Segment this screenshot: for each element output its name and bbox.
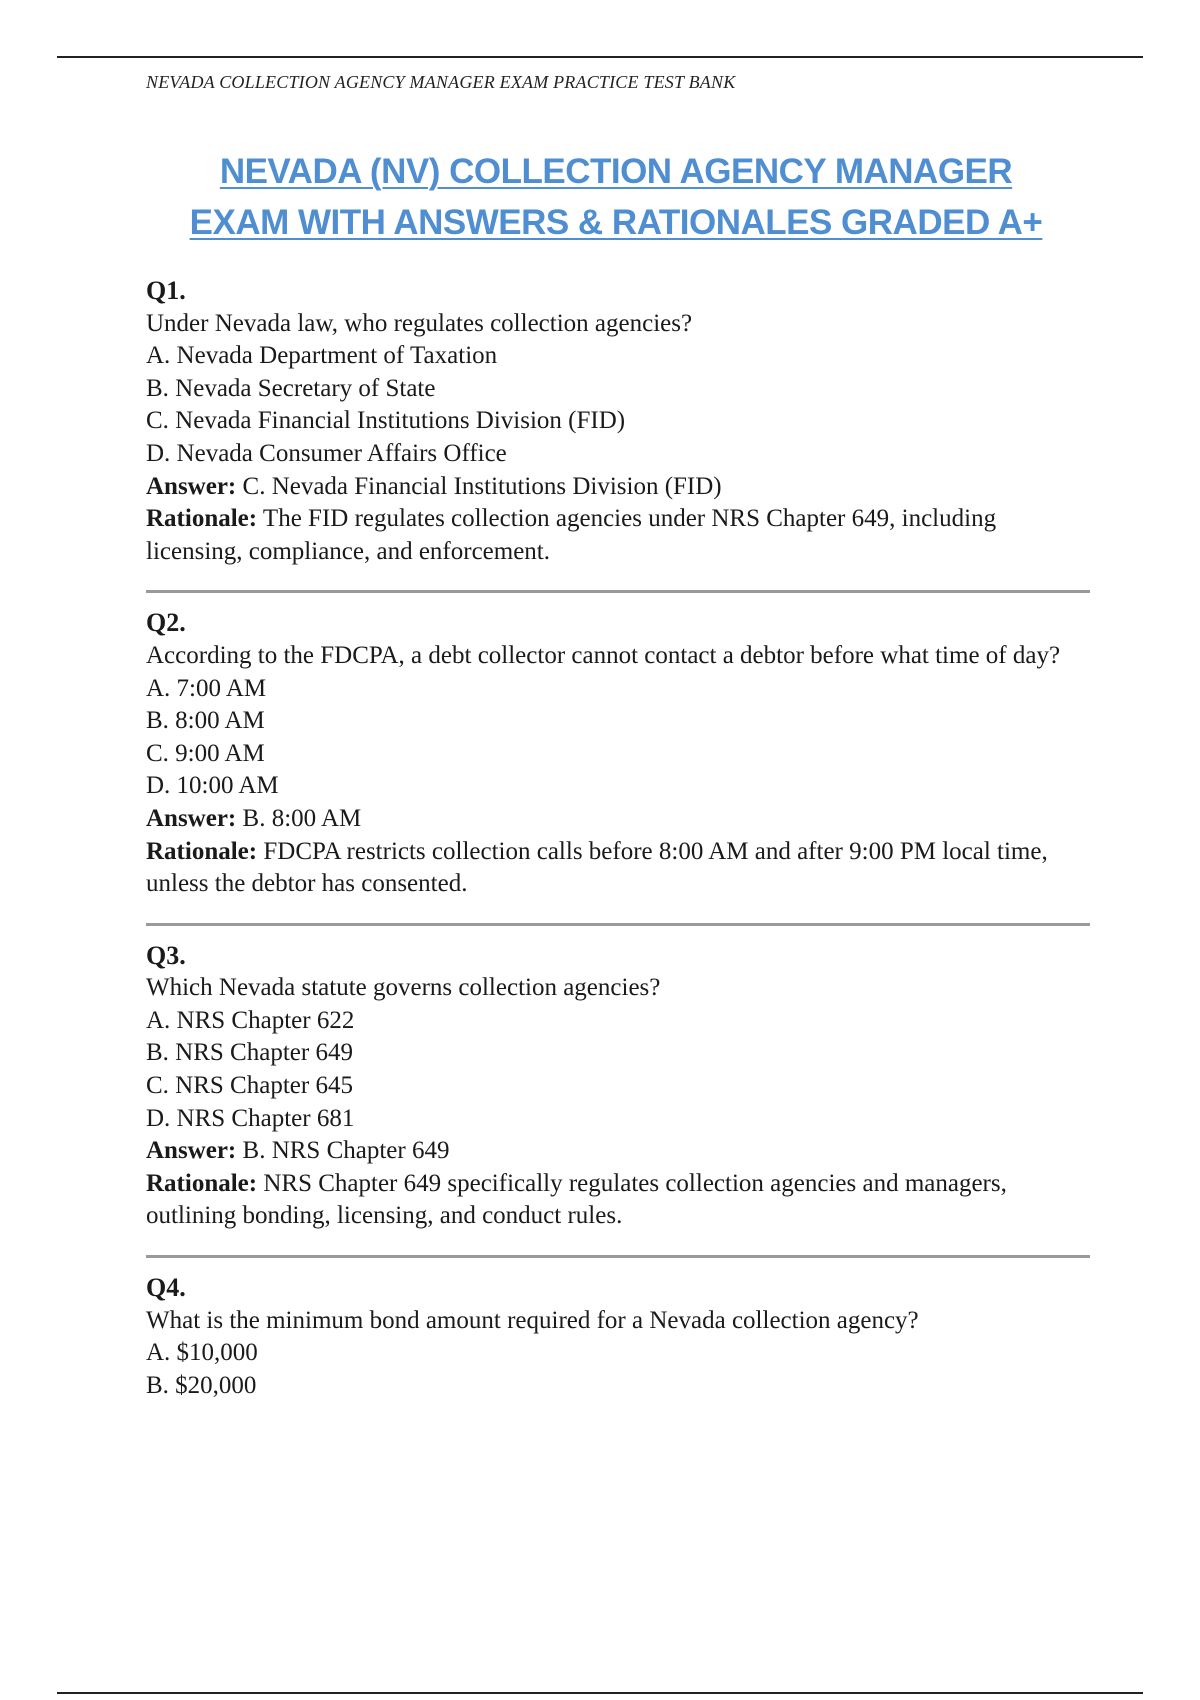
running-header: NEVADA COLLECTION AGENCY MANAGER EXAM PRACTICE TEST BANK bbox=[146, 72, 736, 92]
answer-text: B. 8:00 AM bbox=[242, 804, 362, 832]
rationale-line bbox=[146, 503, 1090, 568]
question-text: According to the FDCPA, a debt collector cannot contact a debtor before what time of day? bbox=[146, 641, 1061, 669]
rationale-line bbox=[146, 1168, 1090, 1233]
rationale-text: The FID regulates collection agencies under NRS Chapter 649, including licensing, compliance, and enforcement. bbox=[146, 505, 997, 565]
option-c: C. NRS Chapter 645 bbox=[146, 1072, 353, 1100]
question-divider bbox=[146, 923, 1090, 926]
option-b: B. NRS Chapter 649 bbox=[146, 1039, 353, 1067]
question-list bbox=[146, 275, 1090, 1402]
question-number: Q2. bbox=[146, 608, 186, 638]
option-a: A. $10,000 bbox=[146, 1339, 258, 1367]
question-number: Q3. bbox=[146, 940, 186, 970]
question-text: Which Nevada statute governs collection agencies? bbox=[146, 974, 661, 1002]
question-divider bbox=[146, 590, 1090, 593]
header-rule bbox=[57, 56, 1143, 58]
answer-label: Answer: bbox=[146, 1137, 237, 1165]
document-title-line-1: NEVADA (NV) COLLECTION AGENCY MANAGER bbox=[219, 152, 1013, 191]
answer-line bbox=[146, 803, 1090, 836]
footer-rule bbox=[57, 1692, 1143, 1694]
option-b: B. Nevada Secretary of State bbox=[146, 374, 436, 402]
answer-line bbox=[146, 1135, 1090, 1168]
option-b: B. $20,000 bbox=[146, 1371, 257, 1399]
answer-text: B. NRS Chapter 649 bbox=[242, 1137, 450, 1165]
question-4 bbox=[146, 1272, 1090, 1402]
option-d: D. 10:00 AM bbox=[146, 772, 279, 800]
question-divider bbox=[146, 1255, 1090, 1258]
answer-label: Answer: bbox=[146, 472, 237, 500]
option-c: C. 9:00 AM bbox=[146, 739, 265, 767]
option-b: B. 8:00 AM bbox=[146, 707, 265, 735]
document-title-line-2: EXAM WITH ANSWERS & RATIONALES GRADED A+ bbox=[189, 203, 1043, 242]
question-2 bbox=[146, 607, 1090, 900]
option-d: D. NRS Chapter 681 bbox=[146, 1104, 355, 1132]
question-3 bbox=[146, 940, 1090, 1233]
rationale-label: Rationale: bbox=[146, 1169, 258, 1197]
question-text: Under Nevada law, who regulates collection agencies? bbox=[146, 309, 693, 337]
document-title bbox=[146, 146, 1086, 248]
option-d: D. Nevada Consumer Affairs Office bbox=[146, 439, 507, 467]
answer-line bbox=[146, 471, 1090, 504]
answer-text: C. Nevada Financial Institutions Division (FID) bbox=[242, 472, 722, 500]
answer-label: Answer: bbox=[146, 804, 237, 832]
rationale-text: NRS Chapter 649 specifically regulates collection agencies and managers, outlining bonding, licensing, and conduct rules. bbox=[146, 1169, 1007, 1230]
rationale-text: FDCPA restricts collection calls before 8:00 AM and after 9:00 PM local time, unless the debtor has consented. bbox=[146, 837, 1048, 898]
option-a: A. Nevada Department of Taxation bbox=[146, 342, 498, 370]
question-1 bbox=[146, 275, 1090, 568]
option-a: A. NRS Chapter 622 bbox=[146, 1006, 355, 1034]
question-number: Q1. bbox=[146, 276, 186, 305]
rationale-label: Rationale: bbox=[146, 837, 258, 865]
option-c: C. Nevada Financial Institutions Division (FID) bbox=[146, 407, 626, 435]
question-text: What is the minimum bond amount required for a Nevada collection agency? bbox=[146, 1306, 919, 1334]
rationale-label: Rationale: bbox=[146, 505, 258, 533]
question-number: Q4. bbox=[146, 1273, 186, 1303]
option-a: A. 7:00 AM bbox=[146, 674, 267, 702]
rationale-line bbox=[146, 836, 1090, 901]
